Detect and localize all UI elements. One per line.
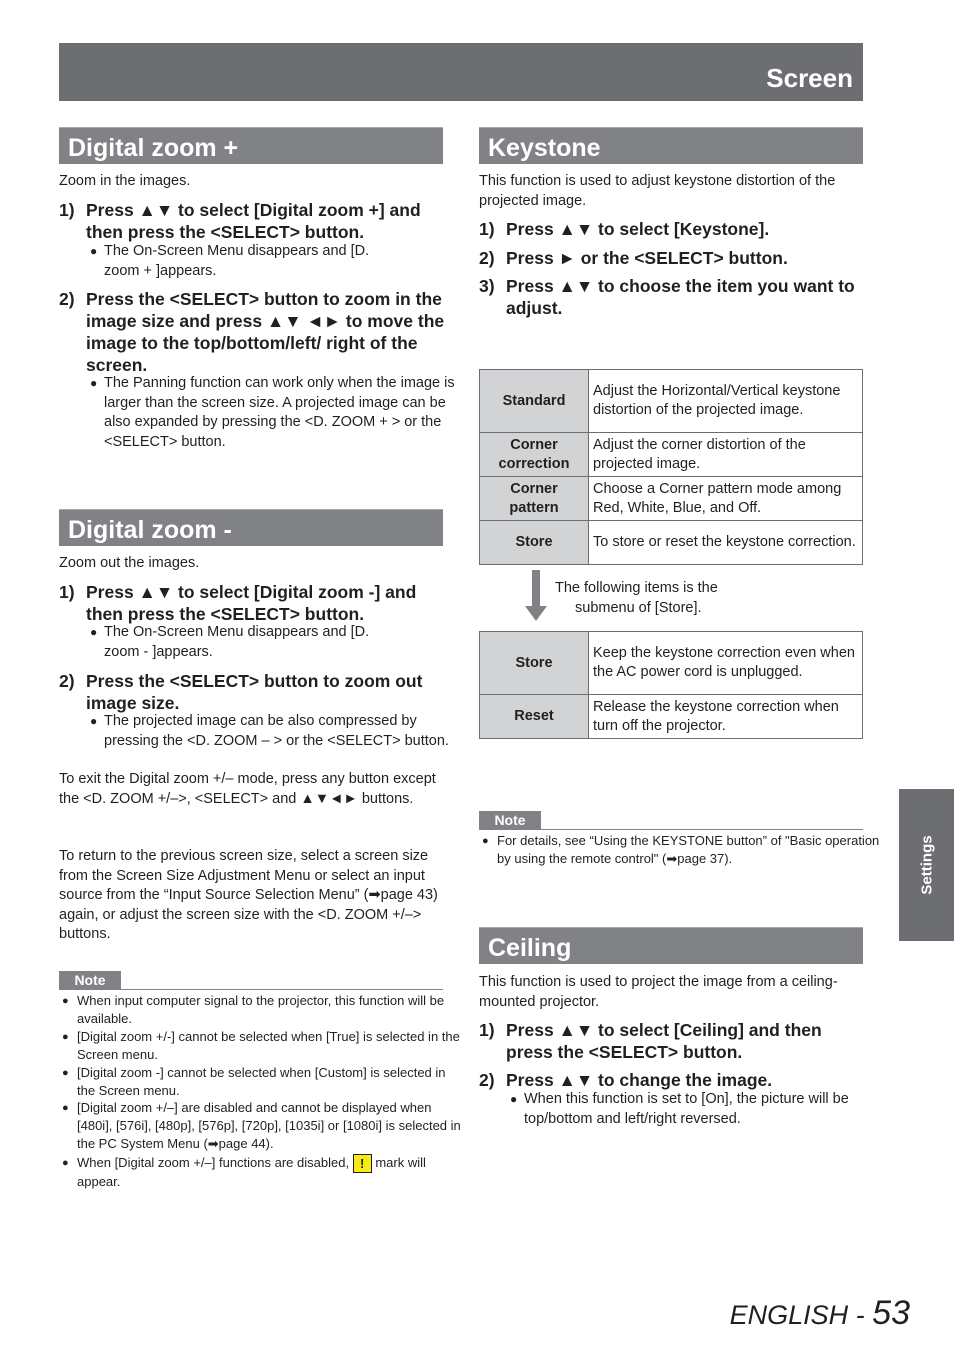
ceiling-intro: This function is used to project the image from a ceiling-mounted projector. — [479, 974, 838, 1010]
note-left-item-5 — [59, 1154, 461, 1191]
step-text: Press ▲▼ to select [Keystone]. — [506, 219, 770, 239]
note-divider-right — [479, 829, 863, 830]
table-row — [480, 695, 863, 739]
table-label: Reset — [480, 695, 589, 739]
ceiling-step-2-bullet: ● When this function is set to [On], the picture will be top/bottom and left/right reversed. — [506, 1090, 884, 1129]
step-number: 1) — [479, 219, 495, 239]
keystone-title: Keystone — [479, 127, 863, 164]
keystone-step-1 — [479, 218, 863, 240]
ceiling-step-2 — [479, 1069, 863, 1091]
keystone-intro: This function is used to adjust keystone distortion of the projected image. — [479, 173, 836, 209]
step-text: Press the <SELECT> button to zoom in the image size and press ▲▼ ◄► to move the image to the top/bottom/left/ right of the screen. — [86, 289, 445, 375]
ceiling-title: Ceiling — [479, 927, 863, 964]
dzm-return-paragraph: To return to the previous screen size, select a screen size from the Screen Size Adjustment Menu or select an input source from the “Input Source Selection Menu” (➡page 43) again, or adjust the screen size with the <D. ZOOM +/–> buttons. — [59, 848, 438, 942]
store-submenu-table — [479, 631, 863, 739]
dzm-exit-paragraph: To exit the Digital zoom +/– mode, press any button except the <D. ZOOM +/–>, <SELECT> and ▲▼◄► buttons. — [59, 771, 436, 807]
table-row — [480, 477, 863, 521]
dzm-step-2-bullet: ● The projected image can be also compressed by pressing the <D. ZOOM – > or the <SELECT> button. — [86, 712, 454, 751]
table-desc: Adjust the corner distortion of the projected image. — [589, 433, 863, 477]
step-number: 2) — [479, 248, 495, 268]
side-tab-settings — [899, 789, 954, 941]
digital-zoom-plus-intro: Zoom in the images. — [59, 173, 191, 189]
dzm-step-2 — [59, 670, 443, 714]
step-text: Press ► or the <SELECT> button. — [506, 248, 788, 268]
table-label: Corner pattern — [480, 477, 589, 521]
step-number: 1) — [479, 1020, 495, 1040]
digital-zoom-minus-intro: Zoom out the images. — [59, 555, 200, 571]
note-left-item-4: ● [Digital zoom +/–] are disabled and cannot be displayed when [480i], [576i], [480p], [576p], [720p], [1035i] or [1080i] is selected in the PC System Menu (➡page 44). — [59, 1099, 461, 1153]
step-text: Press ▲▼ to choose the item you want to adjust. — [506, 276, 855, 318]
digital-zoom-plus-title: Digital zoom + — [59, 127, 443, 164]
table-label: Standard — [480, 370, 589, 433]
dzm-step-1-bullet: ● The On-Screen Menu disappears and [D. zoom - ]appears. — [86, 623, 404, 662]
side-tab-label: Settings — [918, 835, 935, 895]
note-divider-left — [59, 989, 443, 990]
store-submenu-note-line-2: submenu of [Store]. — [575, 600, 702, 616]
step-number: 1) — [59, 582, 75, 602]
step-text: Press ▲▼ to select [Digital zoom +] and then press the <SELECT> button. — [86, 200, 421, 242]
step-number: 2) — [59, 671, 75, 691]
table-desc: Keep the keystone correction even when the AC power cord is unplugged. — [589, 632, 863, 695]
down-arrow-icon — [525, 570, 547, 622]
dzp-step-2-bullet: ● The Panning function can work only when the image is larger than the screen size. A projected image can be also expanded by pressing the <D. ZOOM + > or the <SELECT> button. — [86, 374, 464, 452]
step-number: 2) — [59, 289, 75, 309]
table-row — [480, 370, 863, 433]
table-row — [480, 632, 863, 695]
page-footer — [730, 1294, 910, 1333]
page-number: 53 — [872, 1294, 910, 1332]
dzm-step-1 — [59, 581, 443, 625]
keystone-step-2 — [479, 247, 863, 269]
table-label: Store — [480, 632, 589, 695]
table-row — [480, 521, 863, 565]
note-text: mark will appear. — [77, 1155, 426, 1190]
step-text: Press ▲▼ to select [Ceiling] and then press the <SELECT> button. — [506, 1020, 822, 1062]
table-label: Store — [480, 521, 589, 565]
table-desc: Adjust the Horizontal/Vertical keystone distortion of the projected image. — [589, 370, 863, 433]
note-left-item-3: ● [Digital zoom -] cannot be selected when [Custom] is selected in the Screen menu. — [59, 1064, 461, 1100]
keystone-step-3 — [479, 275, 863, 319]
note-left-item-2: ● [Digital zoom +/-] cannot be selected when [True] is selected in the Screen menu. — [59, 1028, 461, 1064]
dzp-step-1-bullet: ● The On-Screen Menu disappears and [D. zoom + ]appears. — [86, 242, 404, 281]
step-text: Press ▲▼ to select [Digital zoom -] and then press the <SELECT> button. — [86, 582, 417, 624]
warning-mark-icon: ! — [353, 1154, 372, 1173]
step-number: 3) — [479, 276, 495, 296]
step-number: 1) — [59, 200, 75, 220]
store-submenu-note-line-1: The following items is the — [555, 580, 718, 596]
table-desc: Choose a Corner pattern mode among Red, White, Blue, and Off. — [589, 477, 863, 521]
note-right-item: ● For details, see “Using the KEYSTONE button” of "Basic operation by using the remote control" (➡page 37). — [479, 832, 881, 868]
table-row — [480, 433, 863, 477]
table-label: Corner correction — [480, 433, 589, 477]
note-text: When [Digital zoom +/–] functions are disabled, — [77, 1155, 350, 1170]
footer-language: ENGLISH - — [729, 1300, 873, 1330]
note-label-right: Note — [479, 811, 541, 830]
header-bar — [59, 43, 863, 101]
ceiling-step-1 — [479, 1019, 863, 1063]
note-label-left: Note — [59, 971, 121, 990]
step-text: Press ▲▼ to change the image. — [506, 1070, 773, 1090]
dzp-step-1 — [59, 199, 443, 243]
header-title: Screen — [766, 63, 853, 93]
step-text: Press the <SELECT> button to zoom out image size. — [86, 671, 423, 713]
note-left-item-1: ● When input computer signal to the projector, this function will be available. — [59, 992, 461, 1028]
digital-zoom-minus-title: Digital zoom - — [59, 509, 443, 546]
table-desc: To store or reset the keystone correction. — [589, 521, 863, 565]
step-number: 2) — [479, 1070, 495, 1090]
dzp-step-2 — [59, 288, 447, 376]
table-desc: Release the keystone correction when turn off the projector. — [589, 695, 863, 739]
keystone-options-table — [479, 369, 863, 565]
